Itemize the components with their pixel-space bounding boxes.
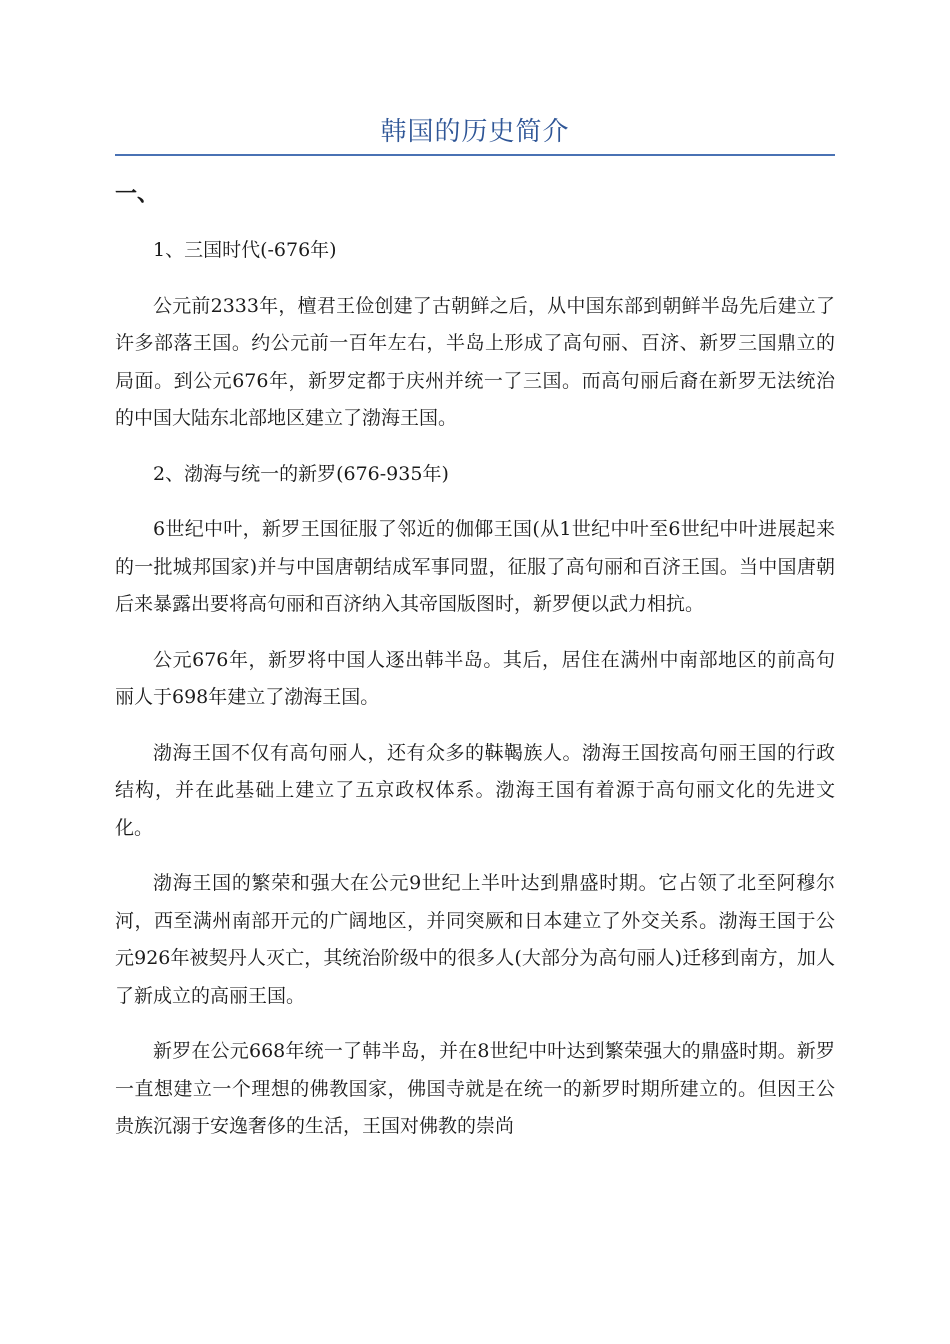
document-title: 韩国的历史简介 — [380, 117, 570, 147]
section-heading: 一、 — [115, 181, 160, 207]
paragraph: 新罗在公元668年统一了韩半岛，并在8世纪中叶达到繁荣强大的鼎盛时期。新罗一直想建立一个理想的佛教国家，佛国寺就是在统一的新罗时期所建立的。但因王公贵族沉溺于安逸奢侈的生活，王国对佛教的崇尚 — [115, 1040, 835, 1137]
title-underline — [115, 154, 835, 156]
paragraph: 公元676年，新罗将中国人逐出韩半岛。其后，居住在满州中南部地区的前高句丽人于698年建立了渤海王国。 — [115, 648, 835, 708]
subsection-heading-2: 2、渤海与统一的新罗(676-935年) — [153, 462, 449, 485]
paragraph: 6世纪中叶，新罗王国征服了邻近的伽倻王国(从1世纪中叶至6世纪中叶进展起来的一批城邦国家)并与中国唐朝结成军事同盟，征服了高句丽和百济王国。当中国唐朝后来暴露出要将高句丽和百济纳入其帝国版图时，新罗便以武力相抗。 — [115, 518, 835, 615]
paragraph: 渤海王国不仅有高句丽人，还有众多的靺鞨族人。渤海王国按高句丽王国的行政结构，并在此基础上建立了五京政权体系。渤海王国有着源于高句丽文化的先进文化。 — [115, 741, 835, 839]
paragraph: 公元前2333年，檀君王俭创建了古朝鲜之后，从中国东部到朝鲜半岛先后建立了许多部落王国。约公元前一百年左右，半岛上形成了高句丽、百济、新罗三国鼎立的局面。到公元676年，新罗定都于庆州并统一了三国。而高句丽后裔在新罗无法统治的中国大陆东北部地区建立了渤海王国。 — [115, 294, 835, 429]
paragraph: 渤海王国的繁荣和强大在公元9世纪上半叶达到鼎盛时期。它占领了北至阿穆尔河，西至满州南部开元的广阔地区，并同突厥和日本建立了外交关系。渤海王国于公元926年被契丹人灭亡，其统治阶级中的很多人(大部分为高句丽人)迁移到南方，加人了新成立的高丽王国。 — [115, 872, 835, 1007]
document-body — [115, 232, 835, 1164]
subsection-heading-1: 1、三国时代(-676年) — [153, 239, 337, 261]
